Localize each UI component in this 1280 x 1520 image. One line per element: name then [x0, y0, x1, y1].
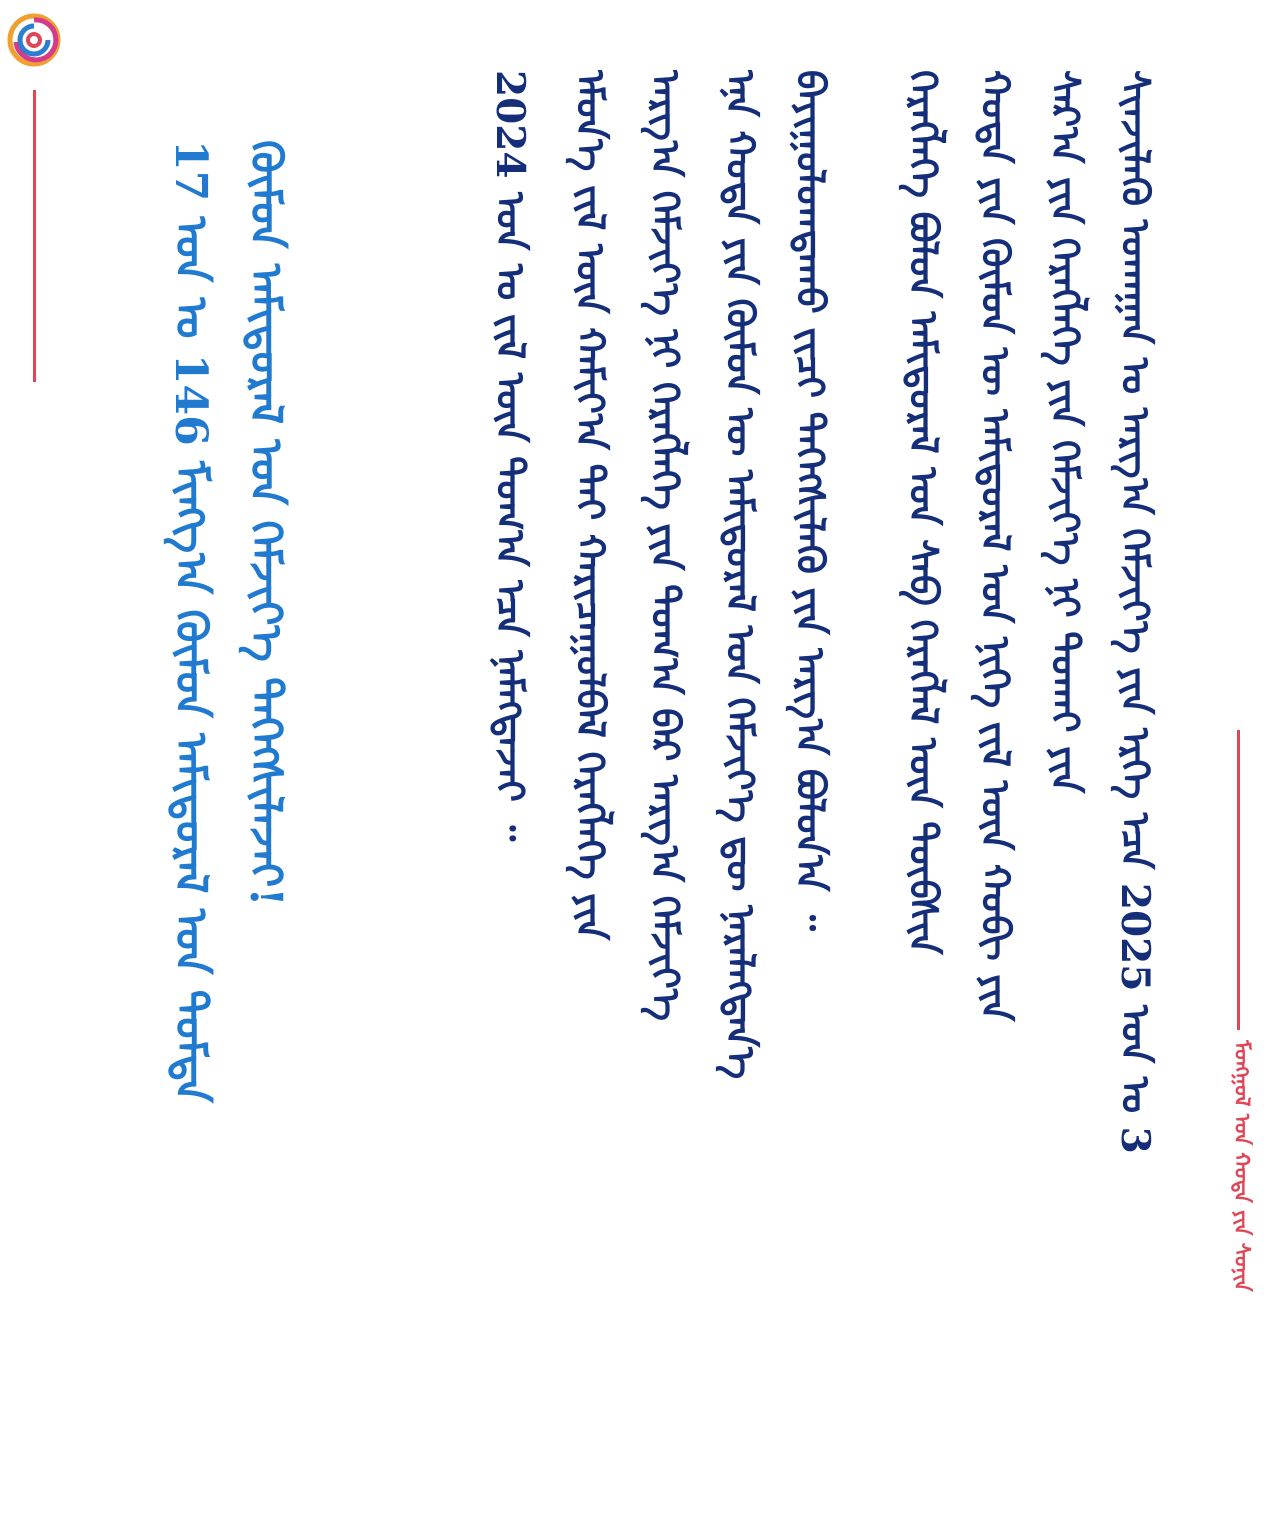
side-label: ᠮᠣᠩᠭᠣᠯ ᠤᠨ ᠬᠣᠲᠠ ᠶᠢᠨ ᠰᠣᠨᠢᠨ [1230, 1040, 1254, 1292]
left-divider [33, 90, 36, 382]
text-column: ᠰᠢᠨᠵᠢᠯᠡᠬᠦ ᠤᠬᠠᠭᠠᠨ ᠤ ᠠᠷᠭ᠎ᠠ ᠬᠡᠮᠵᠢᠶ᠎ᠡ ᠶᠢᠨ ᠡᠷᠭᠡ ᠡᠴᠡ 2025 ᠣᠨ ᠤ 3 [1112, 70, 1158, 1154]
text-column: 2024 ᠣᠨ ᠤ ᠵᠢᠯ ᠦᠨ ᠲᠣᠭ᠎ᠠ ᠡᠴᠡ ᠨᠡᠮᠡᠭᠳᠡᠵᠡᠢ ᠃ [487, 70, 533, 842]
text-column: ᠡᠮᠦᠨ᠎ᠡ ᠵᠢᠯ ᠦᠨ ᠬᠠᠮᠢᠶ᠎ᠠ ᠲᠠᠢ ᠬᠠᠷᠢᠴᠠᠭᠤᠯᠪᠠᠯ ᠬᠡᠷᠡᠭᠯᠡᠭᠡ ᠶᠢᠨ [567, 70, 613, 941]
text-column [360, 70, 420, 1450]
text-column: ᠠᠷᠭ᠎ᠠ ᠬᠡᠮᠵᠢᠶ᠎ᠡ ᠨᠢ ᠬᠡᠷᠡᠭᠯᠡᠭᠡ ᠶᠢᠨ ᠲᠣᠭ᠎ᠠ ᠪᠠᠷ ᠠᠷᠭ᠎ᠠ ᠬᠡᠮᠵᠢᠶ᠎ᠡ [642, 70, 688, 1021]
text-column: ᠬᠤᠲᠠ ᠶᠢᠨ ᠬᠦᠮᠦᠨ ᠦ ᠠᠮᠢᠳᠤᠷᠠᠯ ᠤᠨ ᠨᠢᠭᠡ ᠵᠢᠯ ᠦᠨ ᠬᠤᠪᠢ ᠶᠢᠨ [972, 70, 1018, 1022]
spiral-logo-icon [6, 12, 62, 68]
text-column: ᠡᠨᠡ ᠬᠤᠲᠠ ᠶᠢᠨ ᠬᠦᠮᠦᠨ ᠦ ᠠᠮᠢᠳᠤᠷᠠᠯ ᠤᠨ ᠬᠡᠮᠵᠢᠶ᠎ᠡ ᠳᠦ ᠨᠡᠷᠡᠯᠡᠭᠳᠡᠨ᠎ᠡ [717, 70, 763, 1080]
text-column [415, 70, 475, 1450]
highlight-line: ᠬᠦᠮᠦᠨ ᠠᠮᠢᠳᠤᠷᠠᠯ ᠤᠨ ᠬᠡᠮᠵᠢᠶ᠎ᠡ ᠳᠡᠭᠡᠭᠰᠢᠯᠡᠵᠡᠢ! [240, 140, 291, 907]
right-divider [1237, 730, 1240, 1030]
text-column: ᠰᠠᠷ᠎ᠠ ᠶᠢᠨ ᠬᠡᠷᠡᠭᠯᠡᠭᠡ ᠶᠢᠨ ᠬᠡᠮᠵᠢᠶ᠎ᠡ ᠨᠢ ᠲᠤᠬᠠᠢ ᠶᠢᠨ [1042, 70, 1088, 794]
highlight-line: 17 ᠣᠨ ᠤ 146 ᠮᠢᠩᠭ᠎ᠠ ᠬᠦᠮᠦᠨ ᠠᠮᠢᠳᠤᠷᠠᠯ ᠤᠨ ᠳᠤᠮᠳᠠ [165, 140, 216, 1103]
text-column: ᠪᠠᠶᠢᠭᠤᠯᠤᠭᠳᠠᠬᠤ ᠵᠢᠴᠢ ᠳᠡᠭᠡᠭᠰᠢᠯᠡᠬᠦ ᠶᠢᠨ ᠠᠷᠭ᠎ᠠ ᠪᠣᠯᠤᠨ᠎ᠠ ᠃ [787, 70, 833, 931]
text-column: ᠬᠡᠷᠡᠭᠯᠡᠭᠡ ᠪᠤᠯᠤᠨ ᠠᠮᠢᠳᠤᠷᠠᠯ ᠤᠨ ᠰᠠᠪ ᠬᠡᠷᠡᠭᠯᠡᠯ ᠦᠨ ᠲᠦᠪᠰᠢᠨ [900, 70, 946, 955]
